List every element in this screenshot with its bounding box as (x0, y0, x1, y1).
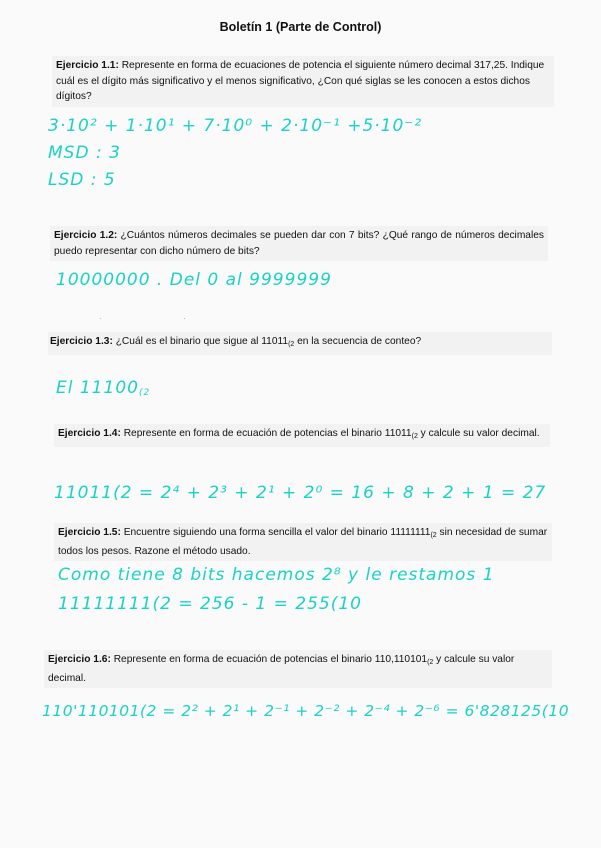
exercise-text: Represente en forma de ecuaciones de potencia el siguiente número decimal 317,25. Indique cuál es el dígito más significativo y el menos significativo, ¿Con qué siglas se les conocen a estos dichos dígitos? (56, 60, 545, 102)
exercise-text: Represente en forma de ecuación de potencias el binario 11011 (123, 428, 412, 439)
answer-1-1-line-2: MSD : 3 (48, 143, 121, 163)
exercise-label: Ejercicio 1.5: (58, 527, 121, 538)
exercise-1-2-statement (50, 226, 548, 261)
exercise-1-6-statement (44, 650, 552, 688)
exercise-text: y calcule su valor decimal. (48, 654, 515, 684)
exercise-label: Ejercicio 1.4: (58, 428, 121, 439)
exercise-1-3-statement (48, 332, 552, 355)
page-title: Boletín 1 (Parte de Control) (219, 20, 382, 34)
answer-1-5-line-1: Como tiene 8 bits hacemos 2⁸ y le restamos 1 (58, 565, 495, 585)
exercise-text: y calcule su valor decimal. (417, 428, 540, 439)
answer-1-6-line-1: 110'110101(2 = 2² + 2¹ + 2⁻¹ + 2⁻² + 2⁻⁴ + 2⁻⁶ = 6'828125(10 (42, 702, 570, 720)
exercise-text: en la secuencia de conteo? (294, 336, 422, 347)
exercise-text: ¿Cuántos números decimales se pueden dar con 7 bits? ¿Qué rango de números decimales puedo representar con dicho número de bits? (54, 230, 544, 257)
exercise-1-1-statement (52, 56, 554, 107)
exercise-label: Ejercicio 1.1: (56, 60, 119, 71)
exercise-1-4-statement (54, 424, 550, 447)
exercise-label: Ejercicio 1.3: (50, 336, 113, 347)
answer-1-4-line-1: 11011(2 = 2⁴ + 2³ + 2¹ + 2⁰ = 16 + 8 + 2 + 1 = 27 (54, 483, 547, 503)
exercise-label: Ejercicio 1.6: (48, 654, 111, 665)
answer-1-1-line-1: 3·10² + 1·10¹ + 7·10⁰ + 2·10⁻¹ +5·10⁻² (48, 116, 423, 136)
base-subscript: (2 (411, 433, 418, 440)
exercise-text: sin necesidad de sumar todos los pesos. Razone el método usado. (58, 527, 548, 557)
exercise-label: Ejercicio 1.2: (54, 230, 118, 241)
answer-1-2-line-1: 10000000 . Del 0 al 9999999 (56, 270, 332, 290)
exercise-1-5-statement (54, 523, 552, 561)
exercise-text: ¿Cuál es el binario que sigue al 11011 (115, 336, 289, 347)
exercise-text: Encuentre siguiendo una forma sencilla el valor del binario 11111111 (123, 527, 431, 538)
exercise-text: Represente en forma de ecuación de potencias el binario 110,110101 (113, 654, 428, 665)
base-subscript: (2 (430, 532, 437, 539)
base-subscript: (2 (288, 341, 295, 348)
answer-1-1-line-3: LSD : 5 (48, 170, 116, 190)
answer-1-3-line-1: El $11100_{(2}$ (56, 378, 151, 398)
answer-1-5-line-2: 11111111(2 = 256 - 1 = 255(10 (58, 594, 362, 614)
base-subscript: (2 (427, 659, 434, 666)
